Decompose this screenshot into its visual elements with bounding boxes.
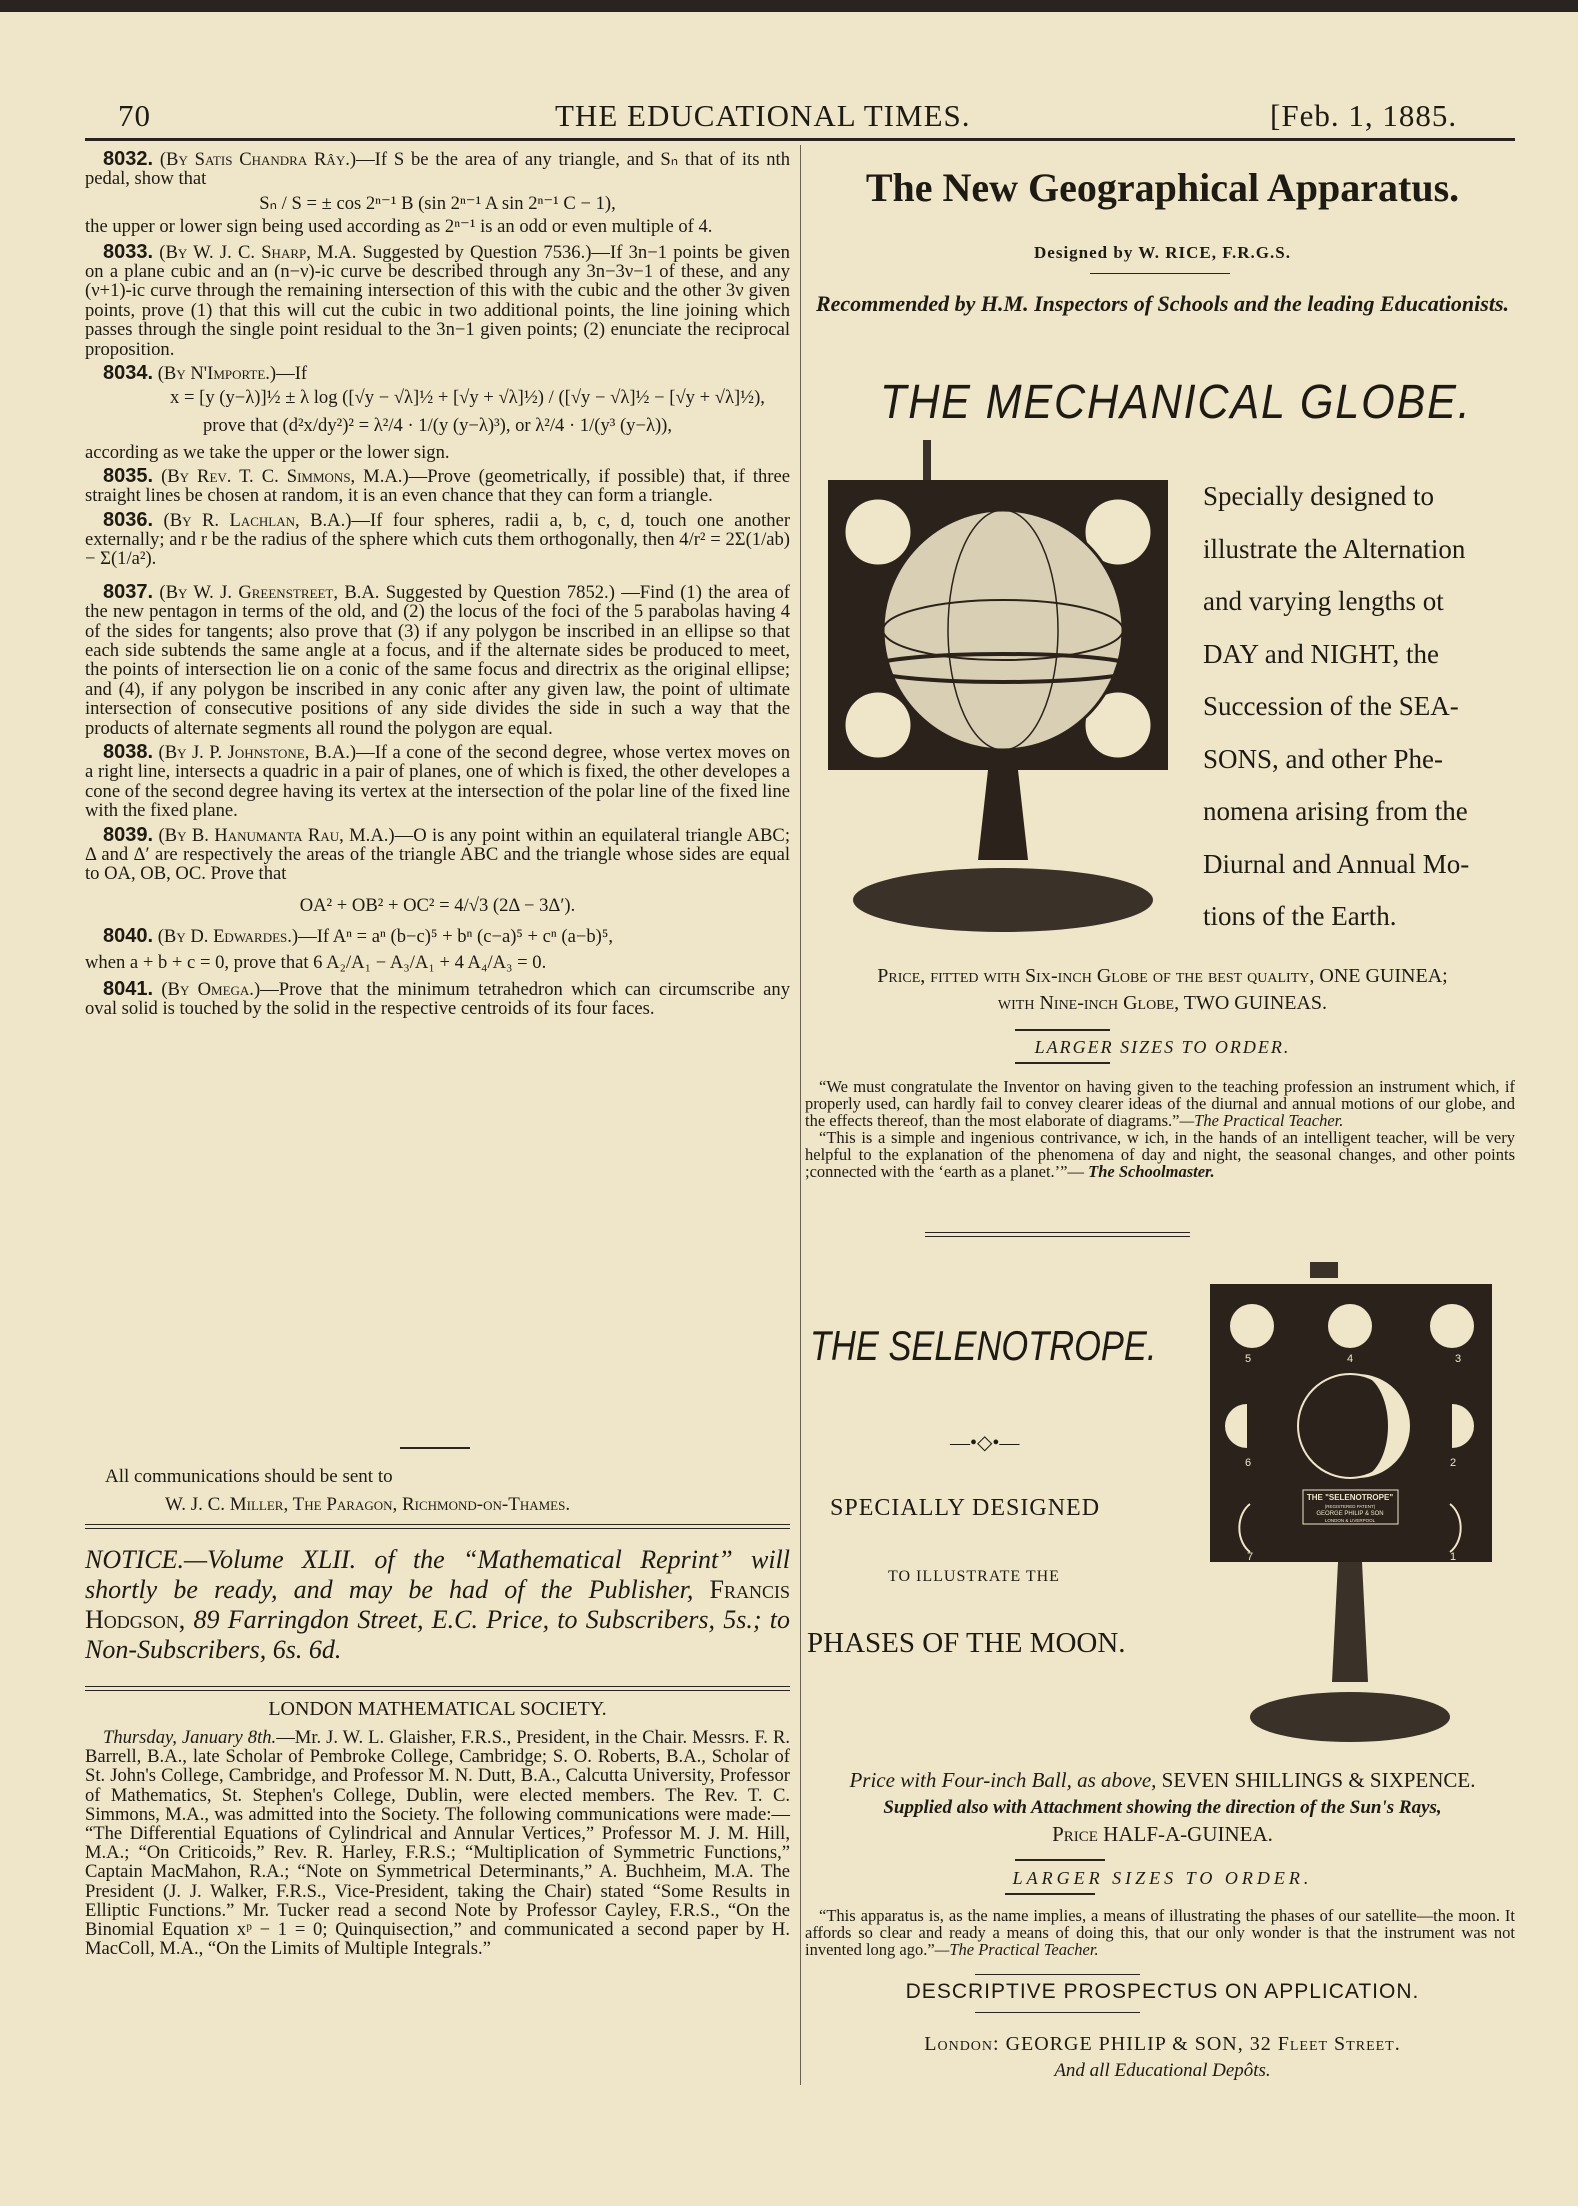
notice: NOTICE.—Volume XLII. of the “Mathematical Reprint” will shortly be ready, and may be had of the Publisher, Francis Hodgson, 89 Farringdon Street, E.C. Price, to Subscribers, 5s.; to Non-Subscribers, 6s. 6d.: [85, 1545, 791, 1664]
globe-base: [853, 868, 1153, 932]
communications-address: W. J. C. Miller, The Paragon, Richmond-on-Thames.: [165, 1494, 571, 1515]
plate-text: LONDON & LIVERPOOL: [1324, 1518, 1376, 1523]
phase-number: 5: [1245, 1353, 1252, 1365]
question-8037: 8037. (By W. J. Greenstreet, B.A. Suggested by Question 7852.) —Find (1) the area of the new pentagon in terms of the old, and (2) the locus of the foci of the 5 parabolas having 4 of the sides for tangents; also prove that (3) if any polygon be inscribed in an ellipse so that each side subtends the same angle at a focus, and if the alternate sides be produced to meet, the points of intersection lie on a conic of the same focus and directrix as the original ellipse; and (4), if any polygon be inscribed in any conic after any given law, the point of ultimate intersection of consecutive positions of any side divides the side in such a way that the products of alternate segments all round the polygon are equal.: [85, 580, 790, 739]
publisher-address: London: GEORGE PHILIP & SON, 32 Fleet Street.: [924, 2033, 1401, 2055]
globe-testimonials: “We must congratulate the Inventor on having given to the teaching profession an instrument which, if properly used, can hardly fail to convey clearer ideas of the diurnal and annual motions of our globe, and the effects thereof, than the most elaborate of diagrams.”—The Practical Teacher. “This is a simple and ingenious contrivance, w ich, in the hands of an intelligent teacher, will be very helpful to the explanation of the phenomena of day and night, the seasonal changes, and other points ;connected with the ‘earth as a planet.’”— The Schoolmaster.: [805, 1077, 1515, 1181]
plate-text: THE "SELENOTROPE": [1306, 1493, 1394, 1502]
attachment-price: Price HALF-A-GUINEA.: [1052, 1822, 1273, 1846]
selenotrope-price: Price with Four-inch Ball, as above, SEVEN SHILLINGS & SIXPENCE.: [849, 1768, 1476, 1792]
main-globe: [883, 510, 1123, 750]
phase-number: 7: [1247, 1551, 1254, 1563]
short-rule: [1005, 1893, 1095, 1895]
question-8038: 8038. (By J. P. Johnstone, B.A.)—If a cone of the second degree, whose vertex moves on a right line, intersects a quadric in a pair of planes, one of which is fixed, the other developes a cone of the second degree having its vertex at the intersection of the polar line of the fixed line with the fixed plane.: [85, 740, 790, 822]
globe-price-1: Price, fitted with Six-inch Globe of the best quality, ONE GUINEA;: [877, 965, 1448, 987]
double-rule: [85, 1686, 790, 1687]
sun-attachment: Supplied also with Attachment showing the direction of the Sun's Rays,: [883, 1797, 1442, 1818]
selenotrope-title: THE SELENOTROPE.: [810, 1322, 1157, 1369]
globe-description: Specially designed to illustrate the Alternation and varying lengths ot DAY and NIGHT, the Succession of the SEA- SONS, and other Phe- nomena arising from the Diurnal and Annual Mo- tions of the Earth.: [1203, 481, 1470, 931]
selenotrope-line-3: PHASES OF THE MOON.: [807, 1627, 1126, 1659]
page-edge: [0, 0, 1578, 12]
phase-number: 1: [1450, 1551, 1457, 1563]
selenotrope-illustration: [1200, 1262, 1530, 1762]
double-rule: [925, 1232, 1190, 1233]
globe-price-2: with Nine-inch Globe, TWO GUINEAS.: [997, 992, 1328, 1014]
short-rule: [1015, 1029, 1110, 1031]
recommended: Recommended by H.M. Inspectors of Schools and the leading Educationists.: [815, 291, 1510, 316]
larger-sizes-selenotrope: LARGER SIZES TO ORDER.: [1012, 1868, 1313, 1888]
question-8032: 8032. (By Satis Chandra Rây.)—If S be the area of any triangle, and Sₙ that of its nth pedal, show that Sₙ / S = ± cos 2ⁿ⁻¹ B (sin 2ⁿ⁻¹ A sin 2ⁿ⁻¹ C − 1), the upper or lower sign being used according as 2ⁿ⁻¹ is an odd or even multiple of 4.: [85, 148, 791, 238]
double-rule: [85, 1690, 790, 1691]
phase-number: 3: [1455, 1353, 1462, 1365]
society-heading: LONDON MATHEMATICAL SOCIETY.: [268, 1698, 607, 1720]
short-rule: [975, 2012, 1140, 2013]
short-rule: [975, 1974, 1140, 1975]
question-8040: 8040. (By D. Edwardes.)—If Aⁿ = aⁿ (b−c)⁵ + bⁿ (c−a)⁵ + cⁿ (a−b)⁵, when a + b + c = 0, prove that 6 A₂/A₁ − A₃/A₁ + 4 A₄/A₃ = 0.: [85, 925, 613, 973]
designed-by: Designed by W. RICE, F.R.G.S.: [1034, 243, 1291, 262]
question-8041: 8041. (By Omega.)—Prove that the minimum tetrahedron which can circumscribe any oval solid is touched by the solid in the respective centroids of its four faces.: [85, 978, 790, 1020]
advert-title: The New Geographical Apparatus.: [865, 165, 1460, 210]
plate-text: (REGISTERED PATENT): [1324, 1504, 1376, 1509]
selenotrope-line-1: SPECIALLY DESIGNED: [830, 1495, 1101, 1521]
journal-title: THE EDUCATIONAL TIMES.: [555, 98, 971, 133]
phase-number: 2: [1450, 1457, 1457, 1469]
header-rule: [85, 138, 1515, 141]
short-rule: [1015, 1062, 1110, 1064]
question-8034: 8034. (By N'Importe.)—If x = [y (y−λ)]½ ± λ log ([√y − √λ]½ + [√y + √λ]½) / ([√y − √λ]½ − [√y + √λ]½), prove that (d²x/dy²)² = λ²/4 · 1/(y (y−λ)³), or λ²/4 · 1/(y³ (y−λ)), according as we take the upper or the lower sign.: [85, 362, 765, 464]
mechanical-globe-title: THE MECHANICAL GLOBE.: [880, 376, 1472, 429]
question-8036: 8036. (By R. Lachlan, B.A.)—If four spheres, radii a, b, c, d, touch one another externally; and r be the radius of the sphere which cuts them orthogonally, then 4/r² = 2Σ(1/ab) − Σ(1/a²).: [85, 508, 791, 570]
society-report: Thursday, January 8th.—Mr. J. W. L. Glaisher, F.R.S., President, in the Chair. Messrs. F. R. Barrell, B.A., late Scholar of Pembroke College, Cambridge; S. O. Roberts, B.A., Scholar of St. John's College, Cambridge, and Professor M. N. Dutt, B.A., Calcutta University, Professor of Mathematics, St. Stephen's College, Dublin, were elected members. The Rev. T. C. Simmons, M.A., was admitted into the Society. The following communications were made:— “The Differential Equations of Cylindrical and Annular Vertices,” Professor M. J. M. Hill, M.A.; “On Criticoids,” Rev. R. Harley, F.R.S.; “Multiplication of Symmetric Functions,” Captain MacMahon, R.A.; “Note on Symmetrical Determinants,” A. Buchheim, M.A. The President (J. J. Walker, F.R.S., Vice-President, taking the Chair) stated “Some Results in Elliptic Functions.” Mr. Tucker read a second Note by Professor Cayley, F.R.S., “On the Binomial Equation xᵖ − 1 = 0; Quinquisection,” and communicated a second paper by H. MacColl, M.A., “On the Limits of Multiple Integrals.”: [85, 1727, 790, 1960]
phase-number: 6: [1245, 1457, 1252, 1469]
crank-handle: [1310, 1262, 1338, 1278]
double-rule: [85, 1528, 790, 1529]
ornament-rule: —•◇•—: [950, 1432, 1020, 1454]
moon-phase: [1430, 1304, 1474, 1348]
prospectus: DESCRIPTIVE PROSPECTUS ON APPLICATION.: [905, 1980, 1420, 2003]
educational-depots: And all Educational Depôts.: [1054, 2060, 1271, 2081]
moon-phase: [1230, 1304, 1274, 1348]
selenotrope-base: [1250, 1692, 1450, 1742]
mechanical-globe-illustration: [818, 440, 1198, 960]
small-globe: [844, 691, 912, 759]
plate-text: GEORGE PHILIP & SON: [1316, 1511, 1384, 1517]
moon-phase: [1328, 1304, 1372, 1348]
questions-column: [85, 150, 790, 1024]
issue-date: [Feb. 1, 1885.: [1270, 98, 1458, 133]
page-number: 70: [118, 98, 151, 133]
phase-number: 4: [1347, 1353, 1354, 1365]
double-rule: [85, 1524, 790, 1525]
wavy-rule: [1090, 273, 1230, 274]
column-divider: [800, 145, 801, 2085]
larger-sizes-globe: LARGER SIZES TO ORDER.: [1034, 1037, 1291, 1057]
selenotrope-stand: [1332, 1562, 1368, 1682]
crank-handle: [923, 440, 931, 480]
double-rule: [925, 1236, 1190, 1237]
question-8039: 8039. (By B. Hanumanta Rau, M.A.)—O is any point within an equilateral triangle ABC; Δ and Δ′ are respectively the areas of the triangle ABC and the triangle whose sides are equal to OA, OB, OC. Prove that OA² + OB² + OC² = 4/√3 (2Δ − 3Δ′).: [85, 823, 790, 916]
short-rule: [400, 1447, 470, 1449]
selenotrope-line-2: TO ILLUSTRATE THE: [888, 1568, 1060, 1585]
question-8035: 8035. (By Rev. T. C. Simmons, M.A.)—Prove (geometrically, if possible) that, if three straight lines be chosen at random, it is an even chance that they can form a triangle.: [85, 464, 790, 507]
question-8033: 8033. (By W. J. C. Sharp, M.A. Suggested by Question 7536.)—If 3n−1 points be given on a plane cubic and an (n−ν)-ic curve be described through any 3n−3ν−1 of these, and any (ν+1)-ic curve through the remaining intersection of this with the cubic and the other 3ν given points, prove (1) that this will cut the cubic in two additional points, the line joining which passes through the single point residual to the 3n−1 given points; (2) enunciate the reciprocal proposition.: [85, 240, 790, 360]
communications-label: All communications should be sent to: [105, 1466, 393, 1487]
selenotrope-testimonial: “This apparatus is, as the name implies, a means of illustrating the phases of our satellite—the moon. It affords so clear and ready a means of doing this, that our only wonder is that the instrument was not invented long ago.”—The Practical Teacher.: [805, 1906, 1515, 1959]
small-globe: [844, 498, 912, 566]
short-rule: [1015, 1859, 1105, 1861]
globe-stand: [978, 770, 1028, 860]
